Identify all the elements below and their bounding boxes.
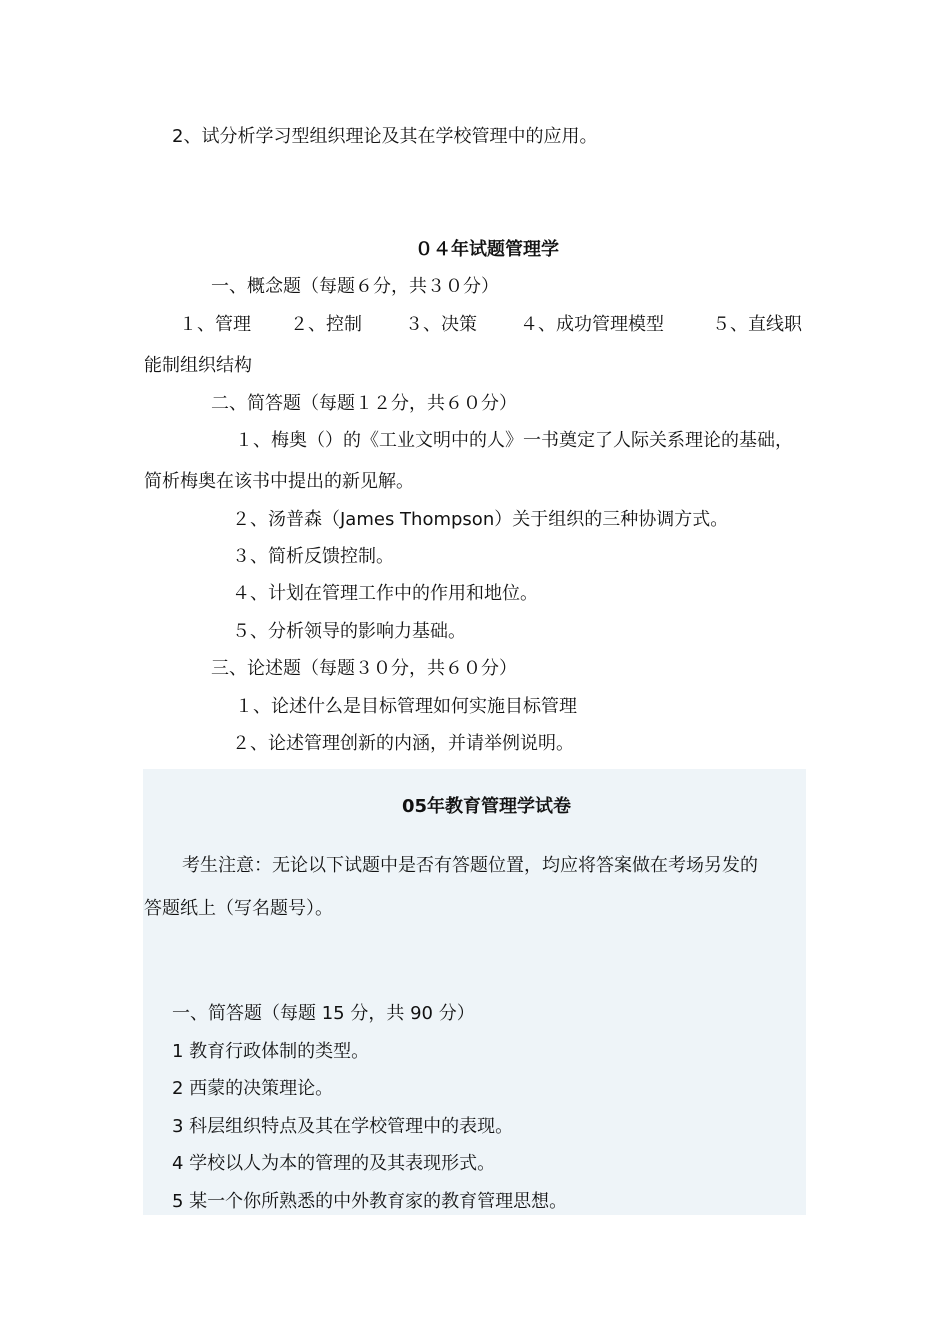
exam04-concepts-cont: 能制组织结构 bbox=[144, 355, 252, 376]
exam04-title: ０４年试题管理学 bbox=[415, 239, 559, 260]
exam05-section bbox=[143, 769, 806, 1215]
exam04-e1: １、论述什么是目标管理如何实施目标管理 bbox=[235, 696, 577, 717]
exam04-part3-heading: 三、论述题（每题３０分，共６０分） bbox=[211, 658, 517, 679]
concept-item: ２、控制 bbox=[290, 314, 362, 335]
top-question: 2、试分析学习型组织理论及其在学校管理中的应用。 bbox=[172, 126, 598, 147]
exam05-item: 2 西蒙的决策理论。 bbox=[172, 1078, 334, 1099]
exam04-e2: ２、论述管理创新的内涵，并请举例说明。 bbox=[232, 733, 574, 754]
exam05-part1-heading: 一、简答题（每题 15 分，共 90 分） bbox=[172, 1003, 475, 1024]
exam04-part2-heading: 二、简答题（每题１２分，共６０分） bbox=[211, 393, 517, 414]
exam04-q3: ３、简析反馈控制。 bbox=[232, 546, 394, 567]
concept-item: ５、直线职 bbox=[712, 314, 802, 335]
exam05-item: 4 学校以人为本的管理的及其表现形式。 bbox=[172, 1153, 496, 1174]
concept-item: １、管理 bbox=[179, 314, 251, 335]
exam05-title: 05年教育管理学试卷 bbox=[402, 796, 572, 817]
exam04-q4: ４、计划在管理工作中的作用和地位。 bbox=[232, 583, 538, 604]
exam05-notice-line2: 答题纸上（写名题号）。 bbox=[144, 898, 333, 919]
exam05-item: 1 教育行政体制的类型。 bbox=[172, 1041, 370, 1062]
exam05-notice-line1: 考生注意：无论以下试题中是否有答题位置，均应将答案做在考场另发的 bbox=[182, 855, 758, 876]
exam04-part1-heading: 一、概念题（每题６分，共３０分） bbox=[211, 276, 499, 297]
exam04-q1-line2: 简析梅奥在该书中提出的新见解。 bbox=[144, 471, 414, 492]
exam04-q2: ２、汤普森（James Thompson）关于组织的三种协调方式。 bbox=[232, 509, 729, 530]
exam05-item: 3 科层组织特点及其在学校管理中的表现。 bbox=[172, 1116, 514, 1137]
exam04-q1-line1: １、梅奥（）的《工业文明中的人》一书奠定了人际关系理论的基础， bbox=[235, 430, 793, 451]
exam05-item: 5 某一个你所熟悉的中外教育家的教育管理思想。 bbox=[172, 1191, 568, 1212]
concept-item: ４、成功管理模型 bbox=[520, 314, 664, 335]
concept-item: ３、决策 bbox=[405, 314, 477, 335]
exam04-q5: ５、分析领导的影响力基础。 bbox=[232, 621, 466, 642]
